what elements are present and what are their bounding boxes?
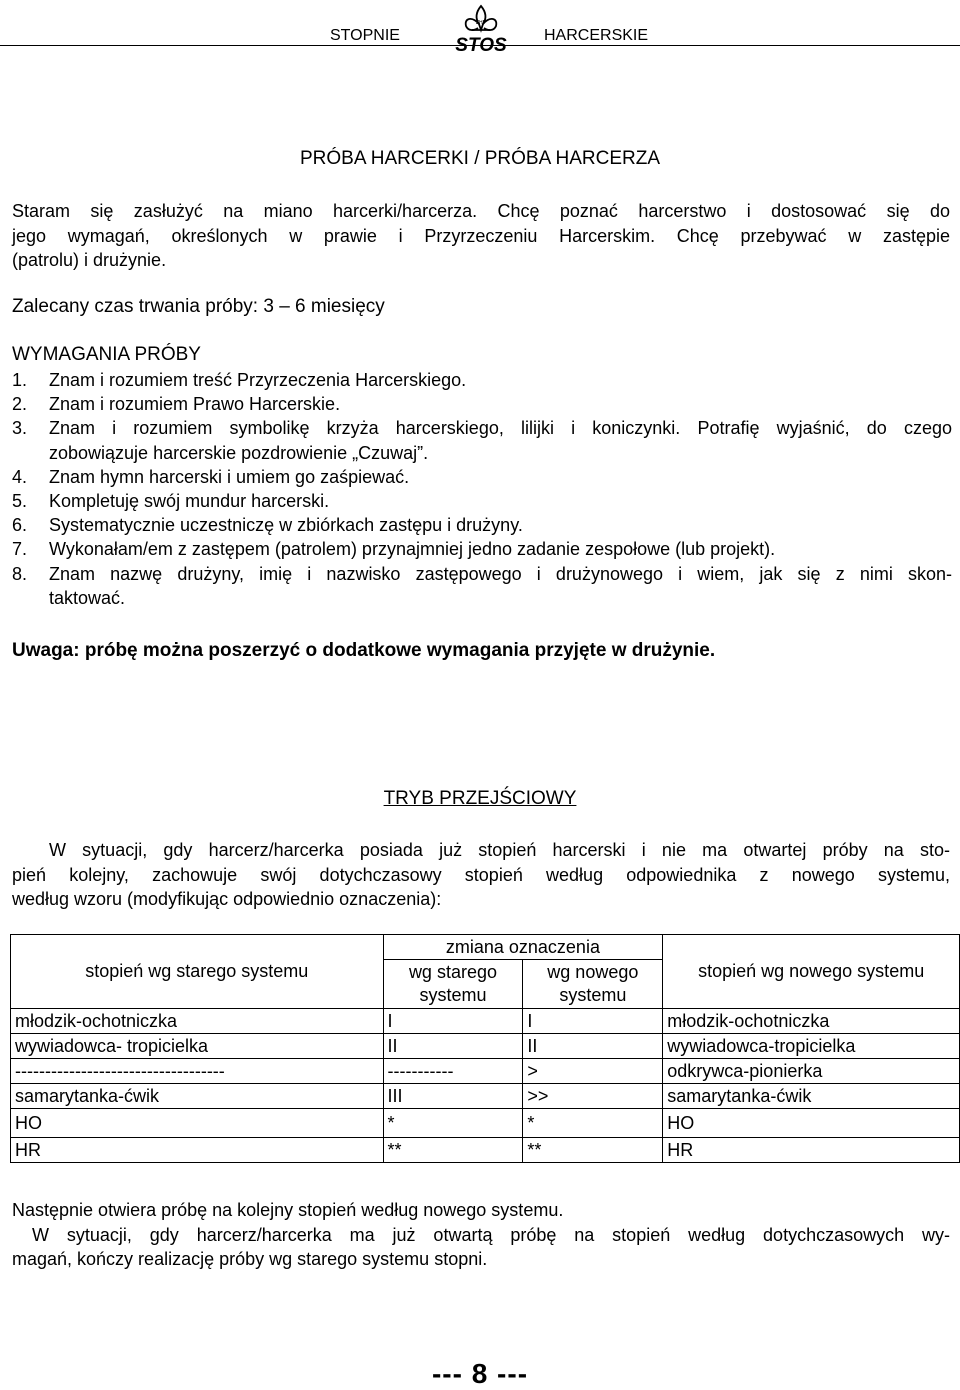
stos-logo: [448, 2, 514, 54]
logo-text: STOS: [455, 35, 507, 54]
cell-new: HO: [663, 1109, 960, 1138]
requirement-item: [12, 489, 952, 513]
requirement-item: [12, 368, 952, 392]
requirement-item: [12, 465, 952, 489]
header-old-mark-line: systemu: [419, 985, 487, 1005]
header-new-grade: stopień wg nowego systemu: [663, 935, 960, 1009]
requirement-text: Systematycznie uczestniczę w zbiórkach zastępu i drużyny.: [49, 515, 523, 536]
requirement-number: 8.: [12, 563, 28, 584]
transition-line: pień kolejny, zachowuje swój dotychczasowy stopień według odpowiednika z nowego systemu,: [12, 864, 950, 885]
requirement-number: 2.: [12, 394, 28, 415]
closing-line: W sytuacji, gdy harcerz/harcerka ma już otwartą próbę na stopień według dotychczasowych wy-: [32, 1224, 950, 1245]
page-title: PRÓBA HARCERKI / PRÓBA HARCERZA: [299, 148, 661, 169]
cell-old-mark: **: [383, 1138, 523, 1163]
requirement-text: Znam nazwę drużyny, imię i nazwisko zastępowego i drużynowego i wiem, jak się z nimi skon-: [49, 563, 952, 584]
table-row: [11, 1009, 960, 1034]
duration-value: 3 – 6 miesięcy: [263, 296, 385, 317]
logo-small-text: ZHP: [476, 20, 486, 26]
requirement-number: 7.: [12, 539, 28, 560]
page-number: --- 8 ---: [431, 1358, 529, 1389]
transition-line: W sytuacji, gdy harcerz/harcerka posiada już stopień harcerski i nie ma otwartej próby na sto-: [49, 840, 950, 860]
requirements-list: [12, 368, 952, 610]
header-new-mark: [523, 960, 663, 1009]
cell-old-mark: III: [383, 1084, 523, 1109]
cell-new: odkrywca-pionierka: [663, 1059, 960, 1084]
table-row: [11, 1138, 960, 1163]
closing-paragraph: [12, 1198, 950, 1272]
requirements-heading: WYMAGANIA PRÓBY: [12, 344, 201, 365]
cell-old-mark: -----------: [383, 1059, 523, 1084]
note: Uwaga: próbę można poszerzyć o dodatkowe wymagania przyjęte w drużynie.: [12, 640, 716, 661]
requirement-item: [12, 513, 952, 537]
cell-old: młodzik-ochotniczka: [11, 1009, 384, 1034]
intro-line: Staram się zasłużyć na miano harcerki/harcerza. Chcę poznać harcerstwo i dostosować się do: [12, 201, 950, 221]
requirement-text-cont: taktować.: [49, 587, 126, 608]
cell-new: samarytanka-ćwik: [663, 1084, 960, 1109]
requirement-number: 3.: [12, 418, 28, 439]
cell-old: HR: [11, 1138, 384, 1163]
header-divider: [0, 45, 960, 46]
requirement-text: Znam hymn harcerski i umiem go zaśpiewać.: [49, 466, 410, 487]
table-row: [11, 1034, 960, 1059]
transition-paragraph: [12, 838, 950, 912]
table-header-row: [11, 935, 960, 960]
cell-old-mark: II: [383, 1034, 523, 1059]
intro-line: (patrolu) i drużynie.: [12, 250, 167, 270]
requirement-text: Znam i rozumiem treść Przyrzeczenia Harcerskiego.: [49, 370, 467, 390]
closing-line: magań, kończy realizację próby wg starego systemu stopni.: [12, 1249, 488, 1269]
cell-new-mark: >: [523, 1059, 663, 1084]
header-new-mark-line: wg nowego: [547, 962, 639, 982]
cell-new-mark: **: [523, 1138, 663, 1163]
closing-line: Następnie otwiera próbę na kolejny stopień według nowego systemu.: [12, 1200, 564, 1220]
requirement-item: [12, 537, 952, 561]
cell-new-mark: >>: [523, 1084, 663, 1109]
transition-heading: [0, 788, 960, 810]
cell-old-mark: *: [383, 1109, 523, 1138]
conversion-table: [10, 934, 960, 1163]
requirement-number: 5.: [12, 491, 28, 512]
requirement-text-cont: zobowiązuje harcerskie pozdrowienie „Czuwaj”.: [49, 442, 429, 463]
cell-old: -----------------------------------: [11, 1059, 384, 1084]
cell-old: HO: [11, 1109, 384, 1138]
duration-label: Zalecany czas trwania próby:: [12, 296, 259, 317]
requirement-text: Znam i rozumiem Prawo Harcerskie.: [49, 394, 341, 415]
cell-new: młodzik-ochotniczka: [663, 1009, 960, 1034]
table-row: [11, 1059, 960, 1084]
requirement-item: [12, 392, 952, 416]
cell-old: samarytanka-ćwik: [11, 1084, 384, 1109]
header-right-label: HARCERSKIE: [544, 27, 649, 44]
requirement-text: Kompletuję swój mundur harcerski.: [49, 491, 330, 512]
header-change: zmiana oznaczenia: [383, 935, 663, 960]
cell-old: wywiadowca- tropicielka: [11, 1034, 384, 1059]
header-old-grade: stopień wg starego systemu: [11, 935, 384, 1009]
cell-old-mark: I: [383, 1009, 523, 1034]
intro-line: jego wymagań, określonych w prawie i Przyrzeczeniu Harcerskim. Chcę przebywać w zastępie: [12, 225, 950, 246]
header-old-mark: [383, 960, 523, 1009]
table-row: [11, 1084, 960, 1109]
cell-new: wywiadowca-tropicielka: [663, 1034, 960, 1059]
requirement-text: Wykonałam/em z zastępem (patrolem) przynajmniej jedno zadanie zespołowe (lub projekt).: [49, 539, 776, 560]
transition-line: według wzoru (modyfikując odpowiednio oznaczenia):: [12, 889, 442, 909]
duration-line: [12, 296, 385, 318]
intro-paragraph: [12, 199, 950, 273]
cell-new-mark: II: [523, 1034, 663, 1059]
header-old-mark-line: wg starego: [408, 962, 497, 982]
requirement-item: [12, 416, 952, 464]
table-row: [11, 1109, 960, 1138]
header-new-mark-line: systemu: [559, 985, 627, 1005]
cell-new: HR: [663, 1138, 960, 1163]
header-left-label: STOPNIE: [330, 27, 400, 44]
requirement-number: 1.: [12, 370, 28, 390]
requirement-text: Znam i rozumiem symbolikę krzyża harcerskiego, lilijki i koniczynki. Potrafię wyjaśnić, do czego: [49, 418, 952, 439]
requirement-item: [12, 562, 952, 610]
requirement-number: 4.: [12, 466, 28, 487]
cell-new-mark: *: [523, 1109, 663, 1138]
requirement-number: 6.: [12, 515, 28, 536]
transition-heading-text: TRYB PRZEJŚCIOWY: [383, 788, 577, 809]
cell-new-mark: I: [523, 1009, 663, 1034]
